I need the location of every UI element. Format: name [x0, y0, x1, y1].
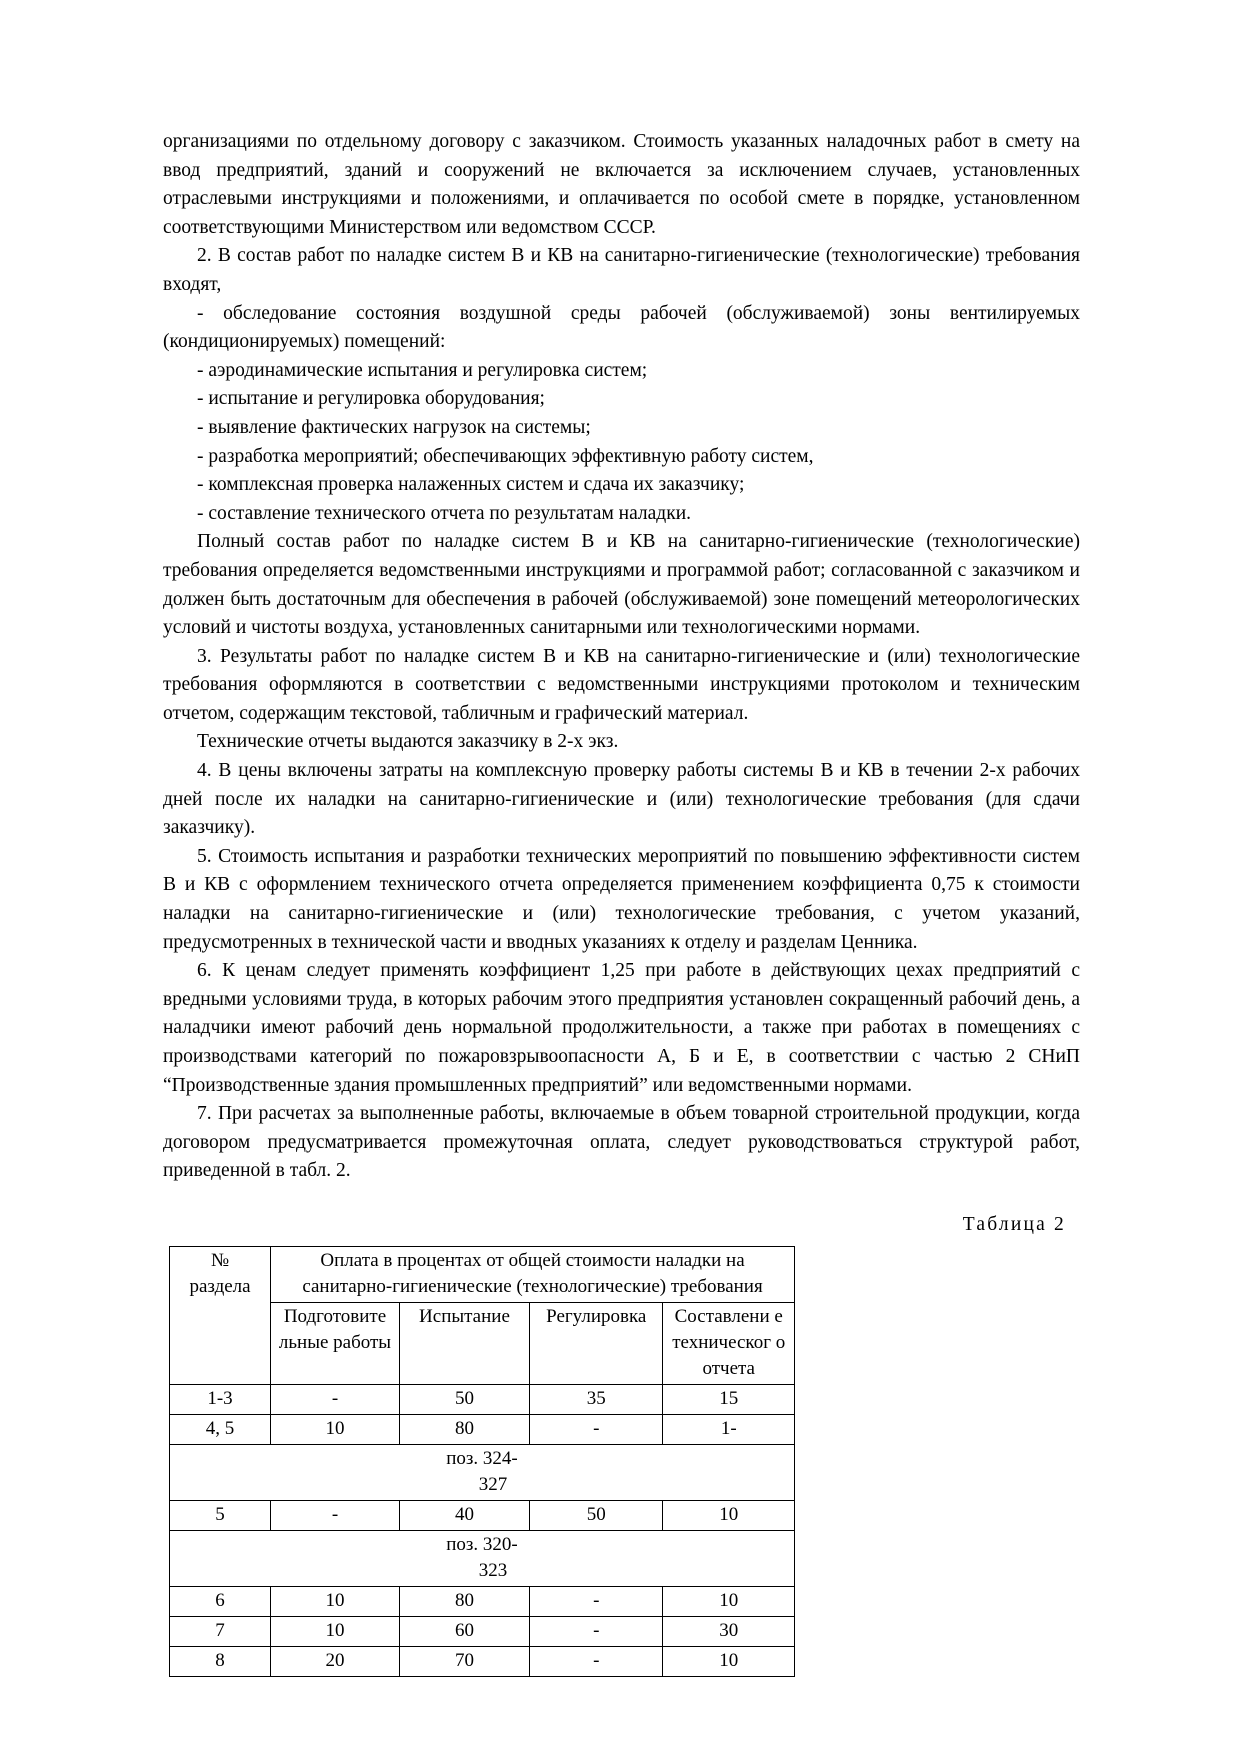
table-container — [163, 1246, 1080, 1677]
header-column-preparatory: Подготовите льные работы — [271, 1302, 400, 1384]
header-column-report: Составлени е техническог о отчета — [663, 1302, 795, 1384]
cell-section: 1-3 — [170, 1384, 271, 1414]
document-body — [163, 128, 1080, 1186]
cell-section: 7 — [170, 1616, 271, 1646]
paragraph-item-4: 4. В цены включены затраты на комплексную проверку работы системы В и КВ в течении 2-х рабочих дней после их наладки на санитарно-гигиенические и (или) технологические требования (для сдачи заказчику). — [163, 760, 1080, 839]
table-row — [170, 1616, 795, 1646]
header-section-number-line2: раздела — [189, 1275, 251, 1297]
cell-adjustment: 50 — [530, 1500, 663, 1530]
cell-report: 10 — [663, 1500, 795, 1530]
cell-preparatory: 10 — [271, 1586, 400, 1616]
cell-position-range-line2: 323 — [478, 1559, 508, 1581]
paragraph-intro: организациями по отдельному договору с заказчиком. Стоимость указанных наладочных работ в смету на ввод предприятий, зданий и сооружений не включается за исключением случаев, установленных отраслевыми инструкциями и положениями, и оплачивается по особой смете в порядке, установленном соответствующими Министерством или ведомством СССР. — [163, 131, 1080, 238]
cell-report: 15 — [663, 1384, 795, 1414]
header-column-testing: Испытание — [399, 1302, 529, 1384]
cell-preparatory: - — [271, 1500, 400, 1530]
payment-structure-table — [169, 1246, 795, 1677]
table-header-row-top — [170, 1246, 795, 1302]
cell-section: 4, 5 — [170, 1414, 271, 1444]
bullet-measures-development: - разработка мероприятий; обеспечивающих эффективную работу систем, — [197, 445, 814, 467]
bullet-aerodynamic-tests: - аэродинамические испытания и регулировка систем; — [197, 359, 648, 381]
cell-testing: 40 — [399, 1500, 529, 1530]
table-row-span — [170, 1444, 795, 1500]
paragraph-item-6: 6. К ценам следует применять коэффициент 1,25 при работе в действующих цехах предприятий с вредными условиями труда, в которых рабочим этого предприятия установлен сокращенный рабочий день, а наладчики имеют рабочий день нормальной продолжительности, а также при работах в помещениях с производствами категорий по пожаровзрывоопасности А, Б и Е, в соответствии с частью 2 СНиП “Производственные здания промышленных предприятий” или ведомственными нормами. — [163, 960, 1080, 1096]
cell-report: 30 — [663, 1616, 795, 1646]
cell-preparatory: - — [271, 1384, 400, 1414]
table-body — [170, 1384, 795, 1676]
cell-testing: 70 — [399, 1646, 529, 1676]
paragraph-reports-copies: Технические отчеты выдаются заказчику в 2-х экз. — [197, 731, 619, 753]
cell-testing: 50 — [399, 1384, 529, 1414]
cell-section: 5 — [170, 1500, 271, 1530]
table-row — [170, 1586, 795, 1616]
paragraph-full-scope: Полный состав работ по наладке систем В и КВ на санитарно-гигиенические (технологические) требования определяется ведомственными инструкциями и программой работ; согласованной с заказчиком и должен быть достаточным для обеспечения в рабочей (обслуживаемой) зоне помещений метеорологических условий и чистоты воздуха, установленных санитарными или технологическими нормами. — [163, 531, 1080, 639]
cell-report: 1- — [663, 1414, 795, 1444]
table-row — [170, 1646, 795, 1676]
header-span-title-line2: санитарно-гигиенические (технологические) требования — [302, 1275, 763, 1297]
table-caption: Таблица 2 — [962, 1213, 1066, 1235]
cell-adjustment: - — [530, 1414, 663, 1444]
table-row — [170, 1414, 795, 1444]
bullet-actual-loads: - выявление фактических нагрузок на системы; — [197, 416, 591, 438]
cell-position-range — [170, 1530, 795, 1586]
header-span-title — [271, 1246, 795, 1302]
cell-preparatory: 10 — [271, 1414, 400, 1444]
cell-preparatory: 10 — [271, 1616, 400, 1646]
table-head — [170, 1246, 795, 1384]
header-section-number-line1: № — [210, 1249, 230, 1271]
header-column-adjustment: Регулировка — [530, 1302, 663, 1384]
cell-report: 10 — [663, 1646, 795, 1676]
table-row-span — [170, 1530, 795, 1586]
cell-testing: 60 — [399, 1616, 529, 1646]
cell-position-range-line2: 327 — [478, 1473, 508, 1495]
cell-adjustment: - — [530, 1586, 663, 1616]
cell-testing: 80 — [399, 1414, 529, 1444]
bullet-complex-check: - комплексная проверка налаженных систем и сдача их заказчику; — [197, 474, 745, 496]
cell-section: 6 — [170, 1586, 271, 1616]
cell-adjustment: 35 — [530, 1384, 663, 1414]
header-span-title-line1: Оплата в процентах от общей стоимости наладки на — [320, 1249, 745, 1271]
cell-preparatory: 20 — [271, 1646, 400, 1676]
cell-position-range-line1: поз. 324- — [446, 1447, 518, 1469]
cell-adjustment: - — [530, 1616, 663, 1646]
cell-position-range — [170, 1444, 795, 1500]
paragraph-item-3: 3. Результаты работ по наладке систем В и КВ на санитарно-гигиенические и (или) технологические требования оформляются в соответствии с ведомственными инструкциями протоколом и техническим отчетом, содержащим текстовой, табличным и графический материал. — [163, 645, 1080, 724]
table-row — [170, 1500, 795, 1530]
bullet-survey: - обследование состояния воздушной среды рабочей (обслуживаемой) зоны вентилируемых (кондиционируемых) помещений: — [163, 302, 1080, 353]
paragraph-item-2: 2. В состав работ по наладке систем В и КВ на санитарно-гигиенические (технологические) требования входят, — [163, 245, 1080, 295]
cell-section: 8 — [170, 1646, 271, 1676]
cell-testing: 80 — [399, 1586, 529, 1616]
paragraph-item-7: 7. При расчетах за выполненные работы, включаемые в объем товарной строительной продукции, когда договором предусматривается промежуточная оплата, следует руководствоваться структурой работ, приведенной в табл. 2. — [163, 1103, 1080, 1182]
header-section-number — [170, 1246, 271, 1384]
cell-position-range-line1: поз. 320- — [446, 1533, 518, 1555]
cell-adjustment: - — [530, 1646, 663, 1676]
bullet-technical-report: - составление технического отчета по результатам наладки. — [197, 502, 692, 524]
cell-report: 10 — [663, 1586, 795, 1616]
paragraph-item-5: 5. Стоимость испытания и разработки технических мероприятий по повышению эффективности систем В и КВ с оформлением технического отчета определяется применением коэффициента 0,75 к стоимости наладки на санитарно-гигиенические и (или) технологические требования, с учетом указаний, предусмотренных в технической части и вводных указаниях к отделу и разделам Ценника. — [163, 845, 1080, 953]
bullet-equipment-testing: - испытание и регулировка оборудования; — [197, 388, 545, 410]
table-row — [170, 1384, 795, 1414]
